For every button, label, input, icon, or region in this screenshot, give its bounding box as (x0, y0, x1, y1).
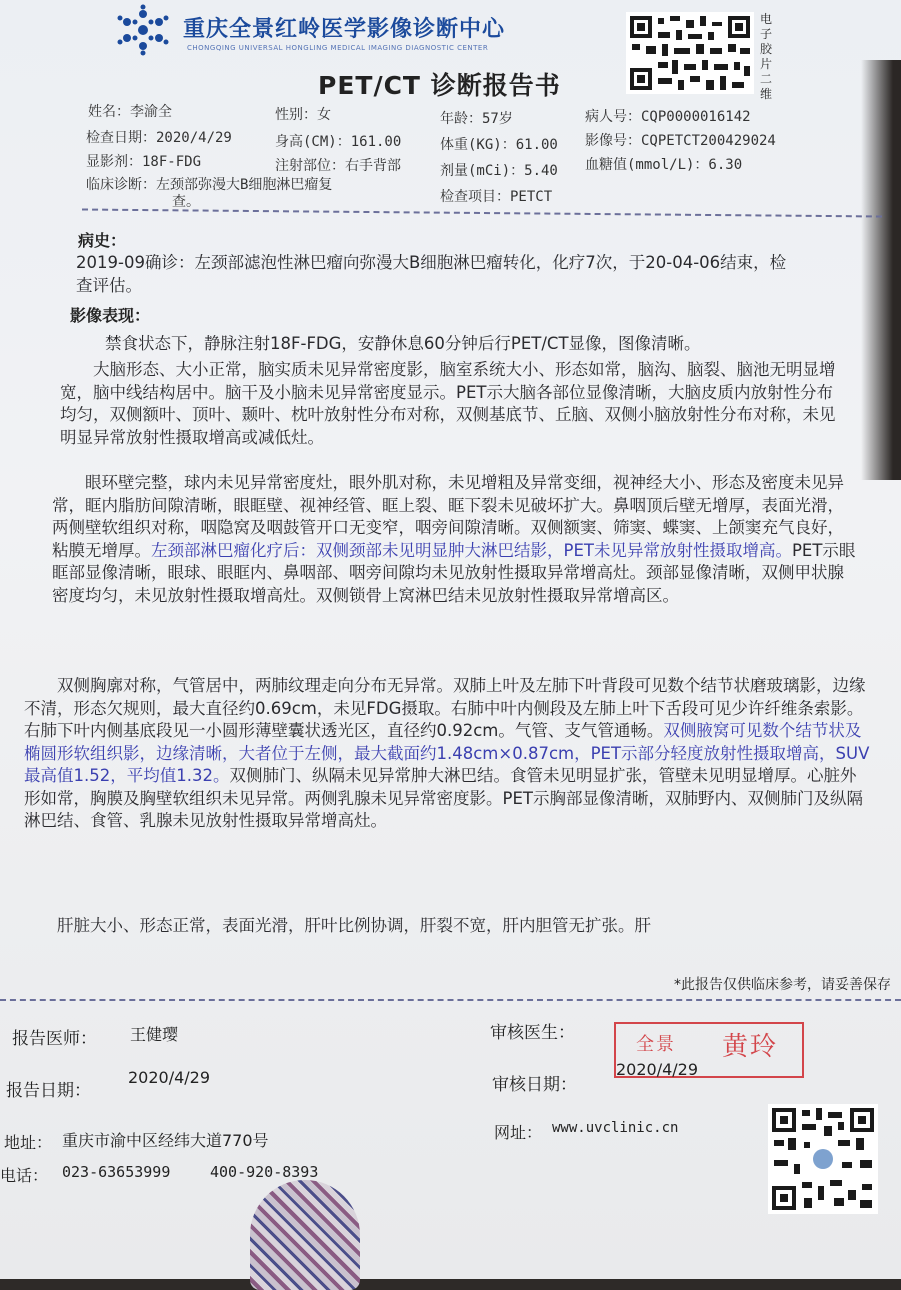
patient-id: 病人号：CQP0000016142 (585, 109, 751, 125)
background-edge (861, 60, 901, 480)
report-doctor-name: 王健璎 (130, 1025, 179, 1044)
patient-sex: 性别：女 (275, 107, 331, 123)
report-date: 2020/4/29 (128, 1068, 211, 1087)
axillary-highlight: 双侧腋窝可见数个结节状及椭圆形软组织影，边缘清晰，大者位于左侧，最大截面约1.48cm×0.87cm，PET示部分轻度放射性摄取增高，SUV最高值1.52，平均值1.32。 (24, 721, 870, 785)
head-neck-text: 眼环壁完整，球内未见异常密度灶，眼外肌对称，未见增粗及异常变细，视神经大小、形态及密度未见异常，眶内脂肪间隙清晰，眼眶壁、视神经管、眶上裂、眶下裂未见破坏扩大。鼻咽顶后壁无增厚，表面光滑，两侧壁软组织对称，咽隐窝及咽鼓管开口无变窄，咽旁间隙清晰。双侧额窦、筛窦、蝶窦、上颌窦充气良好，粘膜无增厚。 (52, 473, 844, 560)
findings-label: 影像表现： (70, 306, 151, 325)
phone-2: 400-920-8393 (210, 1163, 319, 1181)
website[interactable]: www.uvclinic.cn (552, 1120, 679, 1136)
report-note: *此报告仅供临床参考，请妥善保存 (674, 977, 891, 993)
qr-code-label: 电子胶片二维 (760, 12, 773, 101)
header-divider (82, 209, 882, 218)
address-label: 地址： (4, 1133, 53, 1152)
phone-1: 023-63653999 (62, 1163, 171, 1181)
findings-paragraph-head-neck (52, 472, 860, 607)
neck-lymphoma-highlight: 左颈部淋巴瘤化疗后：双侧颈部未见明显肿大淋巴结影，PET未见异常放射性摄取增高。 (151, 540, 792, 560)
report-date-label: 报告日期： (6, 1081, 91, 1101)
organization-name-english: CHONGQING UNIVERSAL HONGLING MEDICAL IMAGING DIAGNOSTIC CENTER (187, 44, 489, 52)
address: 重庆市渝中区经纬大道770号 (62, 1131, 269, 1150)
snowflake-logo-icon (115, 4, 171, 56)
chest-text: 双侧胸廓对称，气管居中，两肺纹理走向分布无异常。双肺上叶及左肺下叶背段可见数个结节状磨玻璃影，边缘不清，形态欠规则，最大直径约0.69cm，未见FDG摄取。右肺中叶内侧段及左肺上叶下舌段可见少许纤维条索影。右肺下叶内侧基底段见一小圆形薄壁囊状透光区，直径约0.92cm。气管、支气管通畅。 (24, 676, 866, 740)
phone-label: 电话： (0, 1166, 49, 1185)
stamp-text-2: 黄玲 (722, 1032, 779, 1062)
tracer: 显影剂：18F-FDG (86, 154, 202, 170)
blood-glucose: 血糖值(mmol/L)：6.30 (585, 157, 743, 173)
chest-pet-text: 双侧肺门、纵隔未见异常肿大淋巴结。食管未见明显扩张，管壁未见明显增厚。心脏外形如常，胸膜及胸壁软组织未见异常。两侧乳腺未见异常密度影。PET示胸部显像清晰，双肺野内、双侧肺门及纵隔淋巴结、食管、乳腺未见放射性摄取异常增高灶。 (24, 766, 863, 830)
findings-paragraph-chest (24, 675, 870, 833)
fingertip-obstruction (250, 1180, 360, 1290)
patient-name: 姓名：李渝全 (88, 104, 172, 120)
review-date: 2020/4/29 (616, 1060, 699, 1079)
footer-divider (0, 999, 901, 1001)
clinical-diagnosis-cont: 查。 (172, 194, 200, 210)
stamp-text-1: 全景 (636, 1034, 676, 1055)
report-header (95, 0, 685, 70)
dose: 剂量(mCi)：5.40 (440, 163, 558, 179)
findings-paragraph-liver: 肝脏大小、形态正常，表面光滑，肝叶比例协调，肝裂不宽，肝内胆管无扩张。肝 (24, 916, 651, 935)
organization-name: 重庆全景红岭医学影像诊断中心 (183, 17, 506, 42)
patient-height: 身高(CM)：161.00 (275, 134, 402, 150)
patient-age: 年龄：57岁 (440, 111, 513, 127)
report-doctor-label: 报告医师： (12, 1029, 97, 1049)
history-text: 2019-09确诊：左颈部滤泡性淋巴瘤向弥漫大B细胞淋巴瘤转化，化疗7次，于20-04-06结束，检查评估。 (76, 253, 787, 295)
history-label: 病史： (78, 231, 127, 250)
contact-qr-code-icon[interactable] (768, 1104, 878, 1214)
patient-weight: 体重(KG)：61.00 (440, 137, 558, 153)
exam-item: 检查项目：PETCT (440, 189, 553, 205)
website-label: 网址： (494, 1123, 543, 1142)
report-title: PET/CT 诊断报告书 (318, 71, 561, 100)
injection-site: 注射部位：右手背部 (275, 158, 401, 174)
exam-date: 检查日期：2020/4/29 (86, 130, 232, 146)
electronic-film-qr-code-icon[interactable] (626, 12, 754, 94)
image-number: 影像号：CQPETCT200429024 (585, 133, 776, 149)
reviewer-label: 审核医生： (490, 1023, 575, 1043)
head-neck-pet-text: PET示眼眶部显像清晰，眼球、眼眶内、鼻咽部、咽旁间隙均未见放射性摄取异常增高灶。颈部显像清晰，双侧甲状腺密度均匀，未见放射性摄取增高灶。双侧锁骨上窝淋巴结未见放射性摄取异常增高区。 (52, 540, 856, 605)
findings-paragraph-1: 禁食状态下，静脉注射18F-FDG，安静休息60分钟后行PET/CT显像，图像清晰。 (72, 334, 701, 353)
findings-paragraph-brain: 大脑形态、大小正常，脑实质未见异常密度影，脑室系统大小、形态如常，脑沟、脑裂、脑池无明显增宽，脑中线结构居中。脑干及小脑未见异常密度显示。PET示大脑各部位显像清晰，大脑皮质内放射性分布均匀，双侧额叶、顶叶、颞叶、枕叶放射性分布对称，双侧基底节、丘脑、双侧小脑放射性分布对称，未见明显异常放射性摄取增高或减低灶。 (60, 360, 836, 447)
clinical-diagnosis: 临床诊断：左颈部弥漫大B细胞淋巴瘤复 (86, 177, 333, 193)
review-date-label: 审核日期： (492, 1075, 577, 1095)
